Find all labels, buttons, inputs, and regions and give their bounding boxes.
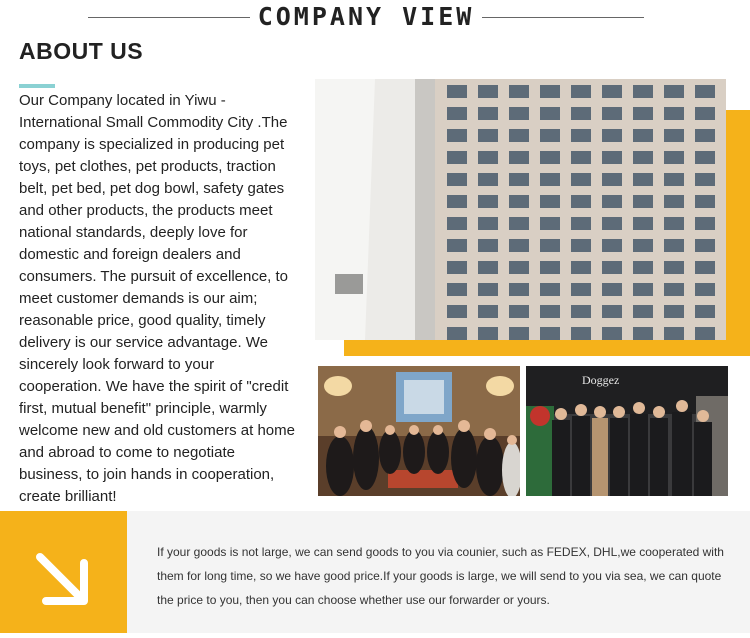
building-window	[695, 261, 715, 274]
building-window	[695, 305, 715, 318]
team-photo-lounge	[318, 366, 520, 496]
building-window	[633, 85, 653, 98]
building-window	[695, 327, 715, 340]
building-window	[602, 327, 622, 340]
building-window	[509, 283, 529, 296]
building-window	[478, 327, 498, 340]
shipping-text: If your goods is not large, we can send goods to you via counier, such as FEDEX, DHL,we cooperated with them for long time, so we have good price.If your goods is large, we will send to you via sea, we can quote the price to you, then you can choose whether use our forwarder or yours.	[157, 545, 724, 607]
building-window	[571, 195, 591, 208]
building-window	[695, 107, 715, 120]
building-window	[447, 151, 467, 164]
building-window	[447, 85, 467, 98]
building-window	[540, 129, 560, 142]
building-window	[695, 85, 715, 98]
building-window	[478, 283, 498, 296]
building-window	[695, 195, 715, 208]
building-window	[540, 261, 560, 274]
building-window	[695, 239, 715, 252]
building-window	[571, 107, 591, 120]
building-window	[571, 129, 591, 142]
building-window	[571, 261, 591, 274]
storefront-illustration	[526, 366, 728, 496]
building-window	[509, 173, 529, 186]
building-window	[602, 107, 622, 120]
building-window	[478, 195, 498, 208]
lounge-illustration	[318, 366, 520, 496]
building-window	[602, 151, 622, 164]
building-window	[540, 173, 560, 186]
building-window	[447, 327, 467, 340]
building-window	[602, 261, 622, 274]
building-window	[447, 239, 467, 252]
building-window	[571, 305, 591, 318]
building-window	[571, 327, 591, 340]
building-window	[633, 217, 653, 230]
building-window	[447, 173, 467, 186]
building-window	[633, 173, 653, 186]
building-window	[695, 129, 715, 142]
building-window	[664, 195, 684, 208]
building-window	[664, 85, 684, 98]
building-window	[695, 283, 715, 296]
building-window	[447, 217, 467, 230]
building-window	[540, 327, 560, 340]
building-window	[633, 129, 653, 142]
storefront-sign: Doggez	[582, 373, 620, 387]
building-window	[571, 173, 591, 186]
building-window	[664, 283, 684, 296]
building-window	[540, 217, 560, 230]
building-window	[695, 151, 715, 164]
building-window	[447, 195, 467, 208]
building-window	[664, 107, 684, 120]
about-heading: ABOUT US	[19, 38, 144, 64]
building-window	[478, 151, 498, 164]
building-window	[540, 195, 560, 208]
building-window	[664, 217, 684, 230]
shipping-icon-box	[0, 511, 127, 633]
building-window	[633, 283, 653, 296]
building-window	[478, 261, 498, 274]
building-window	[540, 239, 560, 252]
building-window	[664, 261, 684, 274]
building-window	[602, 239, 622, 252]
building-window	[509, 261, 529, 274]
building-window	[540, 85, 560, 98]
building-window	[571, 151, 591, 164]
building-window	[478, 217, 498, 230]
building-window	[664, 305, 684, 318]
building-window	[633, 195, 653, 208]
building-window	[509, 217, 529, 230]
building-window	[571, 217, 591, 230]
header-rule-right	[482, 17, 644, 18]
building-window	[602, 85, 622, 98]
building-window	[509, 239, 529, 252]
building-window	[695, 217, 715, 230]
building-window	[664, 151, 684, 164]
building-window	[540, 151, 560, 164]
building-window	[633, 261, 653, 274]
building-window	[664, 239, 684, 252]
building-window	[664, 327, 684, 340]
section-title: COMPANY VIEW	[257, 2, 475, 31]
building-window	[509, 107, 529, 120]
building-window	[602, 305, 622, 318]
building-window	[478, 107, 498, 120]
building-window	[478, 173, 498, 186]
building-window	[540, 283, 560, 296]
building-window	[602, 173, 622, 186]
about-accent-bar	[19, 84, 55, 88]
building-window	[447, 261, 467, 274]
building-window	[447, 283, 467, 296]
building-window	[447, 305, 467, 318]
building-window	[602, 129, 622, 142]
building-window	[602, 283, 622, 296]
building-illustration	[315, 79, 726, 340]
building-window	[509, 327, 529, 340]
building-window	[509, 151, 529, 164]
building-window	[633, 151, 653, 164]
building-window	[633, 107, 653, 120]
building-window	[664, 173, 684, 186]
building-window	[633, 305, 653, 318]
building-window	[509, 85, 529, 98]
building-window	[478, 129, 498, 142]
building-window	[571, 283, 591, 296]
building-window	[540, 305, 560, 318]
building-window	[447, 129, 467, 142]
building-window	[695, 173, 715, 186]
building-photo	[315, 79, 726, 340]
building-window	[478, 85, 498, 98]
header-rule-left	[88, 17, 250, 18]
building-window	[509, 129, 529, 142]
arrow-down-right-icon	[0, 511, 127, 633]
about-paragraph: Our Company located in Yiwu - International Small Commodity City .The company is specialized in producing pet toys, pet clothes, pet products, traction belt, pet bed, pet dog bowl, safety gates and other products, the products meet national standards, deeply love for domestic and foreign dealers and consumers. The pursuit of excellence, to meet customer demands is our aim; reasonable price, good quality, timely delivery is our service advantage. We sincerely look forward to your cooperation. We have the spirit of "credit first, mutual benefit" principle, warmly welcome new and old customers at home and abroad to come to negotiate business, to join hands in cooperation, create brilliant!	[19, 92, 295, 505]
building-window	[571, 85, 591, 98]
team-photo-storefront	[526, 366, 728, 496]
building-window	[478, 305, 498, 318]
building-window	[509, 195, 529, 208]
building-window	[602, 217, 622, 230]
building-window	[509, 305, 529, 318]
building-window	[633, 327, 653, 340]
building-window	[602, 195, 622, 208]
building-window	[447, 107, 467, 120]
building-window	[478, 239, 498, 252]
building-window	[664, 129, 684, 142]
building-window	[540, 107, 560, 120]
building-window	[633, 239, 653, 252]
building-window	[571, 239, 591, 252]
